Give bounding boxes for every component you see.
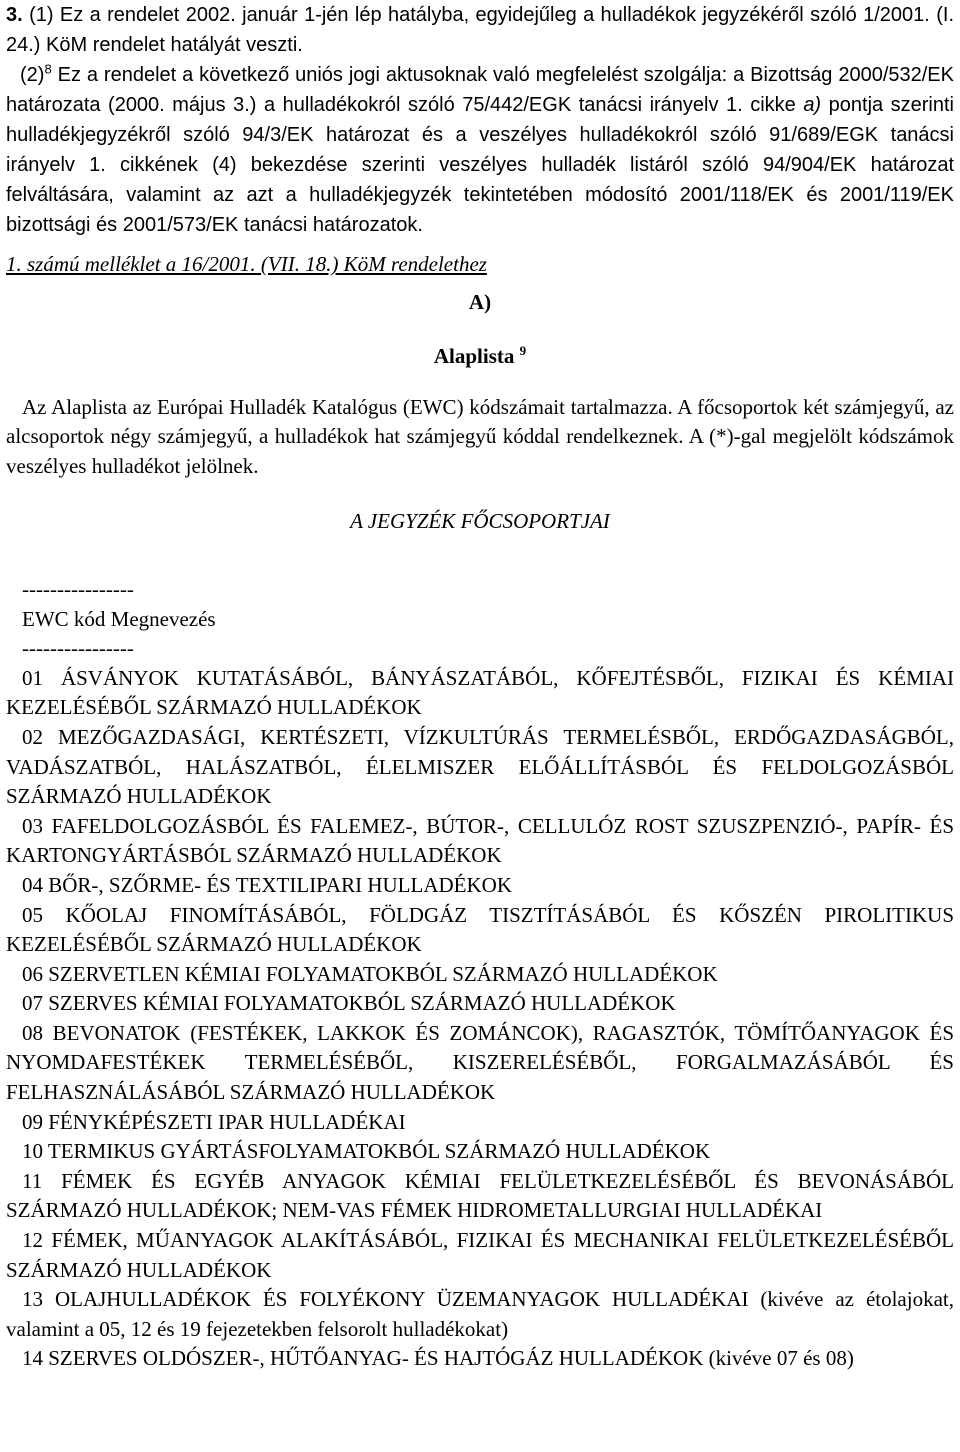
list-item: 08 BEVONATOK (FESTÉKEK, LAKKOK ÉS ZOMÁNCOK), RAGASZTÓK, TÖMÍTŐANYAGOK ÉS NYOMDAFESTÉKEK TERMELÉSÉBŐL, KISZERELÉSÉBŐL, FORGALMAZÁSÁBÓL ÉS FELHASZNÁLÁSÁBÓL SZÁRMAZÓ HULLADÉKOK — [6, 1020, 954, 1105]
paragraph-3-1-text: (1) Ez a rendelet 2002. január 1-jén lép hatályba, egyidejűleg a hulladékok jegyzékéről szóló 1/2001. (I. 24.) KöM rendelet hatályát veszti. — [6, 4, 954, 56]
paragraph-3-2-text-3: 1. cikkének (4) bekezdése szerinti veszélyes hulladék listáról szóló 94/904/EK határozat felváltására, valamint az azt a hulladékjegyzék tekintetében módosító 2001/118/EK és 2001/119/EK bizottsági és 2001/573/EK tanácsi határozatok. — [6, 154, 955, 236]
list-item: 13 OLAJHULLADÉKOK ÉS FOLYÉKONY ÜZEMANYAGOK HULLADÉKAI (kivéve az étolajokat, valamint a 05, 12 és 19 fejezetekben felsorolt hulladékokat) — [6, 1287, 954, 1341]
paragraph-3-2-text-2: pontja szerinti hulladékjegyzékről szóló 94/3/EK határozat és a veszélyes hulladékokról szóló 91/689/EGK tanácsi irányelv — [6, 94, 955, 176]
dash-line-bottom: ---------------- — [22, 636, 134, 661]
list-item: 07 SZERVES KÉMIAI FOLYAMATOKBÓL SZÁRMAZÓ HULLADÉKOK — [22, 991, 676, 1016]
paragraph-3-2-italic: a) — [803, 94, 822, 116]
group-list — [6, 664, 954, 1374]
list-item: 01 ÁSVÁNYOK KUTATÁSÁBÓL, BÁNYÁSZATÁBÓL, KŐFEJTÉSBŐL, FIZIKAI ÉS KÉMIAI KEZELÉSÉBŐL SZÁRMAZÓ HULLADÉKOK — [6, 665, 954, 720]
list-item: 02 MEZŐGAZDASÁGI, KERTÉSZETI, VÍZKULTÚRÁS TERMELÉSBŐL, ERDŐGAZDASÁGBÓL, VADÁSZATBÓL, HALÁSZATBÓL, ÉLELMISZER ELŐÁLLÍTÁSBÓL ÉS FELDOLGOZÁSBÓL SZÁRMAZÓ HULLADÉKOK — [6, 724, 954, 809]
document-page — [6, 0, 954, 1374]
list-item: 03 FAFELDOLGOZÁSBÓL ÉS FALEMEZ-, BÚTOR-, CELLULÓZ ROST SZUSZPENZIÓ-, PAPÍR- ÉS KARTONGYÁRTÁSBÓL SZÁRMAZÓ HULLADÉKOK — [6, 813, 954, 868]
paragraph-3-2-prefix: (2) — [20, 64, 45, 86]
section-letter: A) — [468, 289, 492, 314]
list-heading: A JEGYZÉK FŐCSOPORTJAI — [350, 509, 610, 534]
list-item: 11 FÉMEK ÉS EGYÉB ANYAGOK KÉMIAI FELÜLETKEZELÉSÉBŐL ÉS BEVONÁSÁBÓL SZÁRMAZÓ HULLADÉKOK; NEM-VAS FÉMEK HIDROMETALLURGIAI HULLADÉKAI — [6, 1168, 954, 1223]
list-item: 12 FÉMEK, MŰANYAGOK ALAKÍTÁSÁBÓL, FIZIKAI ÉS MECHANIKAI FELÜLETKEZELÉSÉBŐL SZÁRMAZÓ HULLADÉKOK — [6, 1228, 954, 1282]
section-title — [6, 341, 954, 371]
list-item: 04 BŐR-, SZŐRME- ÉS TEXTILIPARI HULLADÉKOK — [22, 872, 512, 897]
annex-title: 1. számú melléklet a 16/2001. (VII. 18.) KöM rendelethez — [6, 252, 487, 276]
list-item: 10 TERMIKUS GYÁRTÁSFOLYAMATOKBÓL SZÁRMAZÓ HULLADÉKOK — [22, 1139, 711, 1164]
list-item: 06 SZERVETLEN KÉMIAI FOLYAMATOKBÓL SZÁRMAZÓ HULLADÉKOK — [22, 961, 718, 986]
paragraph-3-2-text: Ez a rendelet a következő uniós jogi aktusoknak való megfelelést szolgálja: a Bizottság 2000/532/EK határozata (2000. május 3.) a hulladékokról szóló 75/442/EGK tanácsi irányelv 1. cikke — [6, 64, 954, 116]
intro-paragraph: Az Alaplista az Európai Hulladék Katalógus (EWC) kódszámait tartalmazza. A főcsoportok két számjegyű, az alcsoportok négy számjegyű, a hulladékok hat számjegyű kóddal rendelkeznek. A (*)-gal megjelölt kódszámok veszélyes hulladékot jelölnek. — [6, 394, 954, 478]
list-item: 05 KŐOLAJ FINOMÍTÁSÁBÓL, FÖLDGÁZ TISZTÍTÁSÁBÓL ÉS KŐSZÉN PIROLITIKUS KEZELÉSÉBŐL SZÁRMAZÓ HULLADÉKOK — [6, 902, 954, 957]
paragraph-3-2 — [6, 60, 954, 240]
footnote-ref-9[interactable]: 9 — [519, 342, 527, 358]
list-item: 14 SZERVES OLDÓSZER-, HŰTŐANYAG- ÉS HAJTÓGÁZ HULLADÉKOK (kivéve 07 és 08) — [22, 1346, 854, 1371]
footnote-ref-8[interactable]: 8 — [44, 61, 52, 77]
paragraph-3 — [6, 0, 954, 60]
paragraph-number: 3. — [6, 4, 23, 26]
dash-line-top: ---------------- — [22, 576, 134, 601]
section-title-text: Alaplista — [433, 343, 515, 368]
list-item: 09 FÉNYKÉPÉSZETI IPAR HULLADÉKAI — [22, 1109, 406, 1134]
table-header: EWC kód Megnevezés — [22, 606, 216, 631]
